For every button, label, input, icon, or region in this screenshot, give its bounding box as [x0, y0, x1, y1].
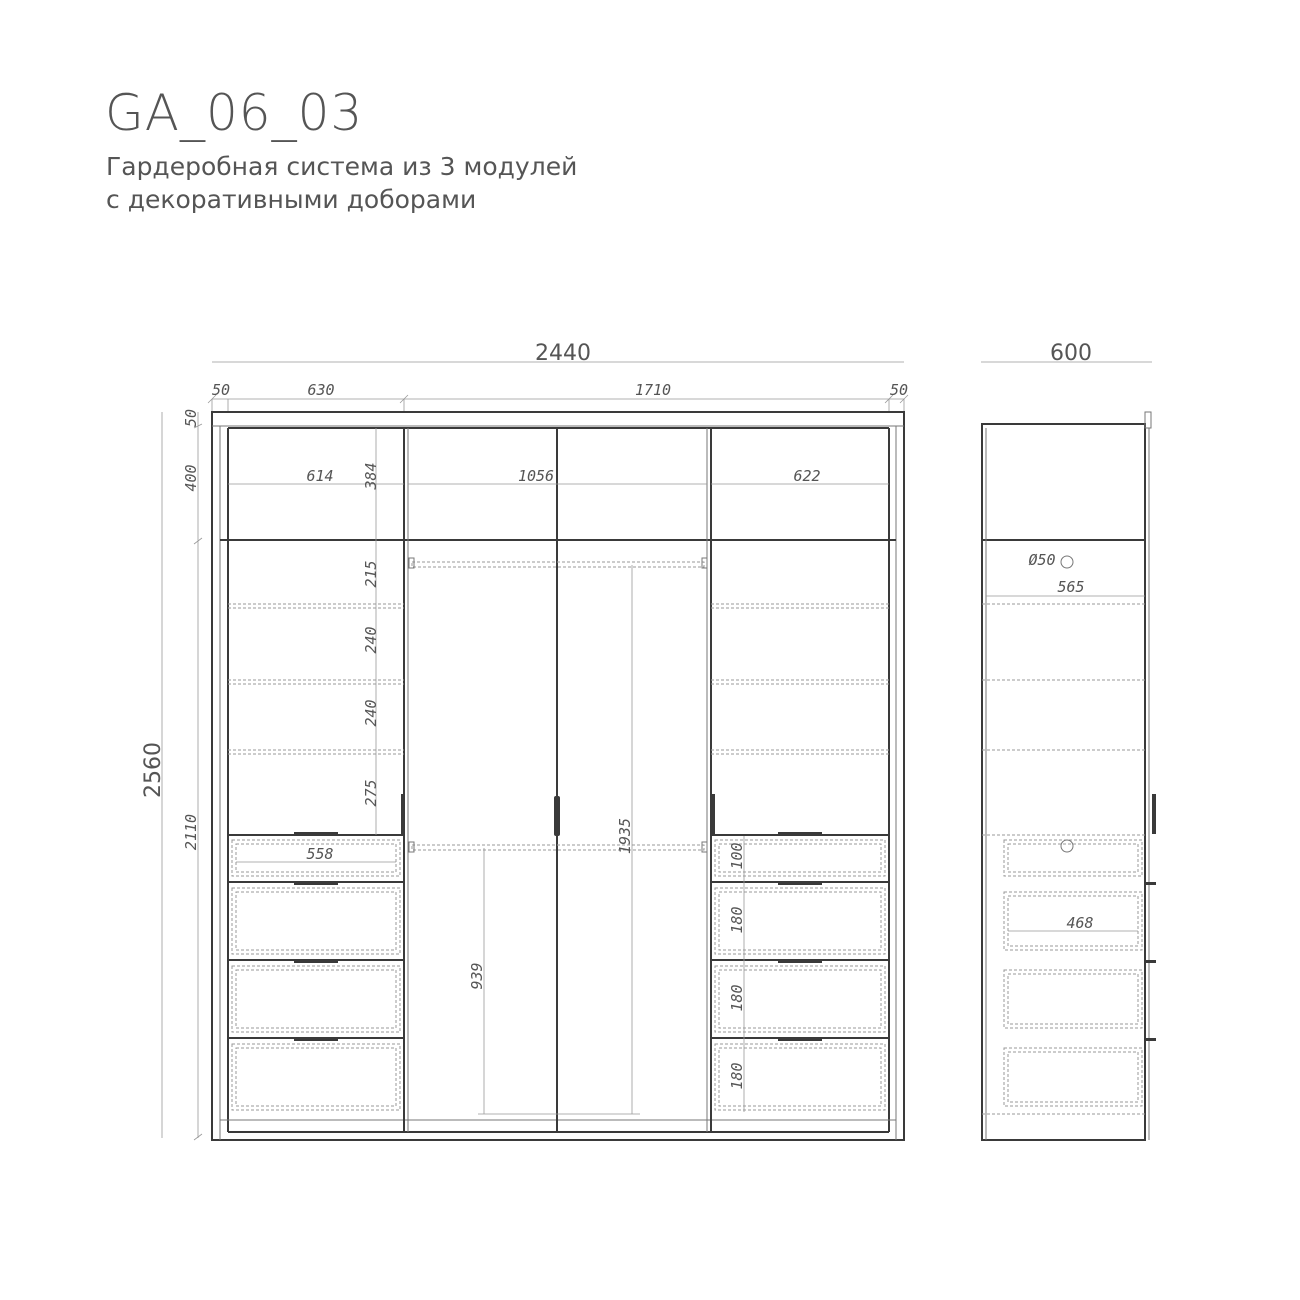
dim-long-hanging: 1935: [616, 817, 634, 855]
dim-drawer-top: 100: [728, 842, 746, 870]
subtitle-line-2: с декоративными доборами: [106, 185, 477, 214]
side-view: [982, 412, 1156, 1140]
drawer-pull-icon: [778, 882, 822, 885]
dim-left-filler: 50: [211, 381, 231, 399]
left-door-handle-icon: [401, 794, 405, 834]
dim-right-inner-width: 622: [793, 467, 821, 485]
dim-rod-diameter: Ø50: [1028, 551, 1056, 569]
dim-top-filler: 50: [182, 408, 200, 428]
dim-shelf-4: 275: [362, 779, 380, 807]
dim-drawer-3: 180: [728, 984, 746, 1012]
drawer-pull-icon: [294, 882, 338, 885]
door-handles: [401, 794, 715, 836]
dim-center-inner-width: 1056: [517, 467, 555, 485]
subtitle-line-1: Гардеробная система из 3 модулей: [106, 152, 578, 181]
drawer-pull-icon: [1146, 960, 1156, 963]
drawer-pull-icon: [778, 832, 822, 836]
drawer-pull-icon: [1146, 882, 1156, 885]
right-door-handle-icon: [711, 794, 715, 834]
rod-section-icon: [1061, 840, 1073, 852]
dim-body-height: 2110: [182, 813, 200, 851]
dim-shelf-3: 240: [362, 699, 380, 727]
front-frame: [212, 412, 904, 1140]
drawer-pull-icon: [778, 960, 822, 963]
drawer-pull-icon: [778, 1038, 822, 1041]
page-title: GA_06_03: [105, 84, 364, 142]
drawer-pull-icon: [294, 832, 338, 836]
drawers-left: [228, 832, 404, 1110]
dim-short-hanging: 939: [468, 962, 486, 990]
dim-overall-width: 2440: [535, 341, 591, 366]
dim-shelf-2: 240: [362, 626, 380, 654]
dim-side-depth: 600: [1050, 341, 1092, 366]
dim-drawer-4: 180: [728, 1062, 746, 1090]
dim-drawer-2: 180: [728, 906, 746, 934]
dim-right-filler: 50: [889, 381, 909, 399]
dim-left-module: 630: [307, 381, 335, 399]
shelves: [228, 540, 889, 835]
drawer-pull-icon: [1146, 1038, 1156, 1041]
dim-drawer-depth: 468: [1066, 914, 1094, 932]
dim-mezz-inner-height: 384: [362, 462, 380, 490]
side-door-handle-icon: [1152, 794, 1156, 834]
dim-shelf-1: 215: [362, 560, 380, 588]
rod-section-icon: [1061, 556, 1073, 568]
dim-overall-height: 2560: [141, 742, 166, 798]
drawer-pull-icon: [294, 960, 338, 963]
dim-side-inner-depth: 565: [1057, 578, 1085, 596]
dim-left-inner-width: 614: [306, 467, 334, 485]
dim-center-modules: 1710: [634, 381, 672, 399]
dim-mezzanine-height: 400: [182, 464, 200, 492]
center-handle-icon: [554, 796, 560, 836]
drawer-pull-icon: [294, 1038, 338, 1041]
dim-drawer-inner-width: 558: [306, 845, 334, 863]
